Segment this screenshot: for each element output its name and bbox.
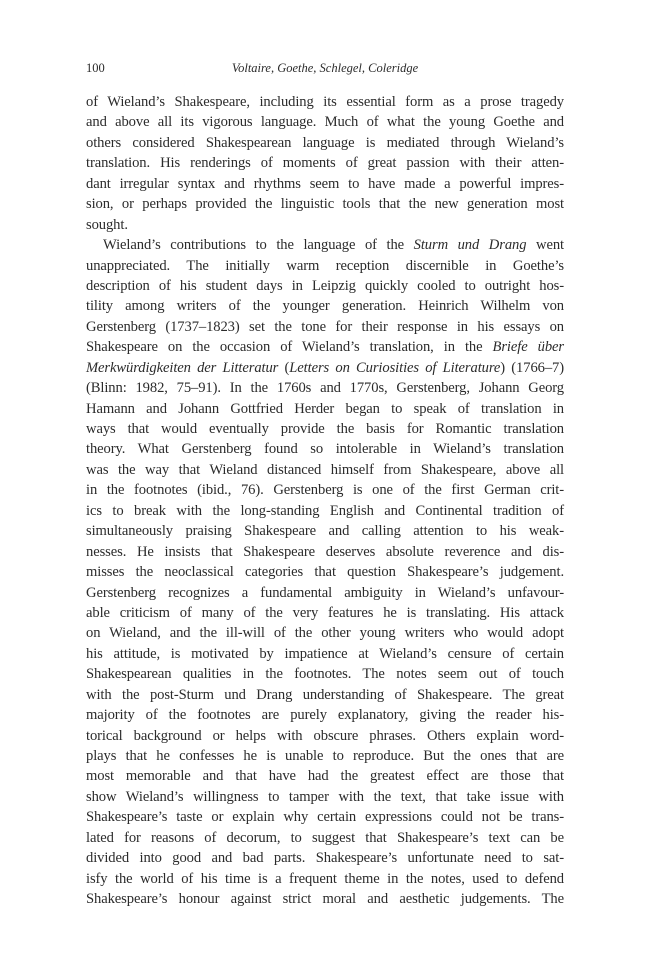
text-line: his attitude, is motivated by impatience at Wieland’s censure of certain (86, 645, 564, 662)
running-head (86, 58, 564, 78)
text-line: tility among writers of the younger generation. Heinrich Wilhelm von (86, 298, 564, 315)
text-line: able criticism of many of the very features he is translating. His attack (86, 604, 564, 621)
text-line: sion, or perhaps provided the linguistic tools that the new generation most (86, 196, 564, 213)
text-line: Shakespearean qualities in the footnotes. The notes seem out of touch (86, 666, 564, 683)
text-line: others considered Shakespearean language is mediated through Wieland’s (86, 134, 564, 151)
italic-title: Briefe über (492, 339, 564, 356)
text-line: theory. What Gerstenberg found so intolerable in Wieland’s translation (86, 441, 564, 458)
body-text (86, 92, 564, 910)
text-line: Merkwürdigkeiten der Litteratur (Letters on Curiosities of Literature) (1766–7) (86, 359, 564, 376)
text-line: ways that would eventually provide the basis for Romantic translation (86, 421, 564, 437)
italic-term: Sturm und Drang (413, 237, 527, 254)
text-line: with the post-Sturm und Drang understanding of Shakespeare. The great (86, 686, 564, 703)
text-line: divided into good and bad parts. Shakespeare’s unfortunate need to sat- (86, 850, 564, 867)
text-line: majority of the footnotes are purely explanatory, giving the reader his- (86, 707, 564, 724)
text-line: unappreciated. The initially warm reception discernible in Goethe’s (86, 257, 564, 274)
text-line: in the footnotes (ibid., 76). Gerstenberg is one of the first German crit- (86, 482, 564, 499)
text-line: description of his student days in Leipzig quickly cooled to outright hos- (86, 277, 564, 294)
text-line: Gerstenberg (1737–1823) set the tone for their response in his essays on (86, 318, 564, 335)
running-title: Voltaire, Goethe, Schlegel, Coleridge (231, 61, 419, 75)
italic-title: Merkwürdigkeiten der Litteratur (86, 359, 279, 376)
text-line: torical background or helps with obscure phrases. Others explain word- (86, 727, 564, 744)
text-line: Shakespeare on the occasion of Wieland’s translation, in the Briefe über (86, 339, 564, 356)
text-line: ics to break with the long-standing English and Continental tradition of (86, 502, 564, 519)
text-line: plays that he confesses he is unable to reproduce. But the ones that are (86, 748, 564, 764)
text-line: translation. His renderings of moments of great passion with their atten- (86, 155, 564, 172)
text-line: and above all its vigorous language. Much of what the young Goethe and (86, 114, 564, 131)
text-line: Wieland’s contributions to the language of the Sturm und Drang went (103, 237, 564, 254)
text-line: on Wieland, and the ill-will of the other young writers who would adopt (86, 625, 564, 642)
italic-title: Letters on Curiosities of Literature (289, 359, 501, 376)
text-line: sought. (86, 216, 128, 233)
text-line: (Blinn: 1982, 75–91). In the 1760s and 1770s, Gerstenberg, Johann Georg (86, 380, 564, 397)
text-line: of Wieland’s Shakespeare, including its essential form as a prose tragedy (86, 94, 564, 110)
text-line: show Wieland’s willingness to tamper with the text, that take issue with (86, 788, 564, 805)
text-line: lated for reasons of decorum, to suggest that Shakespeare’s text can be (86, 829, 564, 846)
text-line: dant irregular syntax and rhythms seem to have made a powerful impres- (86, 175, 564, 192)
text-line: simultaneously praising Shakespeare and calling attention to his weak- (86, 523, 564, 540)
text-line: Gerstenberg recognizes a fundamental ambiguity in Wieland’s unfavour- (86, 584, 564, 601)
text-line: isfy the world of his time is a frequent theme in the notes, used to defend (86, 870, 564, 887)
page-number: 100 (86, 61, 105, 75)
text-line: most memorable and that have had the greatest effect are those that (86, 768, 564, 785)
text-line: nesses. He insists that Shakespeare deserves absolute reverence and dis- (86, 543, 564, 560)
text-line: Hamann and Johann Gottfried Herder began to speak of translation in (86, 400, 564, 417)
text-line: misses the neoclassical categories that question Shakespeare’s judgement. (86, 564, 564, 581)
text-line: Shakespeare’s honour against strict moral and aesthetic judgements. The (86, 891, 564, 908)
text-line: was the way that Wieland distanced himself from Shakespeare, above all (86, 461, 564, 478)
text-line: Shakespeare’s taste or explain why certain expressions could not be trans- (86, 809, 564, 826)
